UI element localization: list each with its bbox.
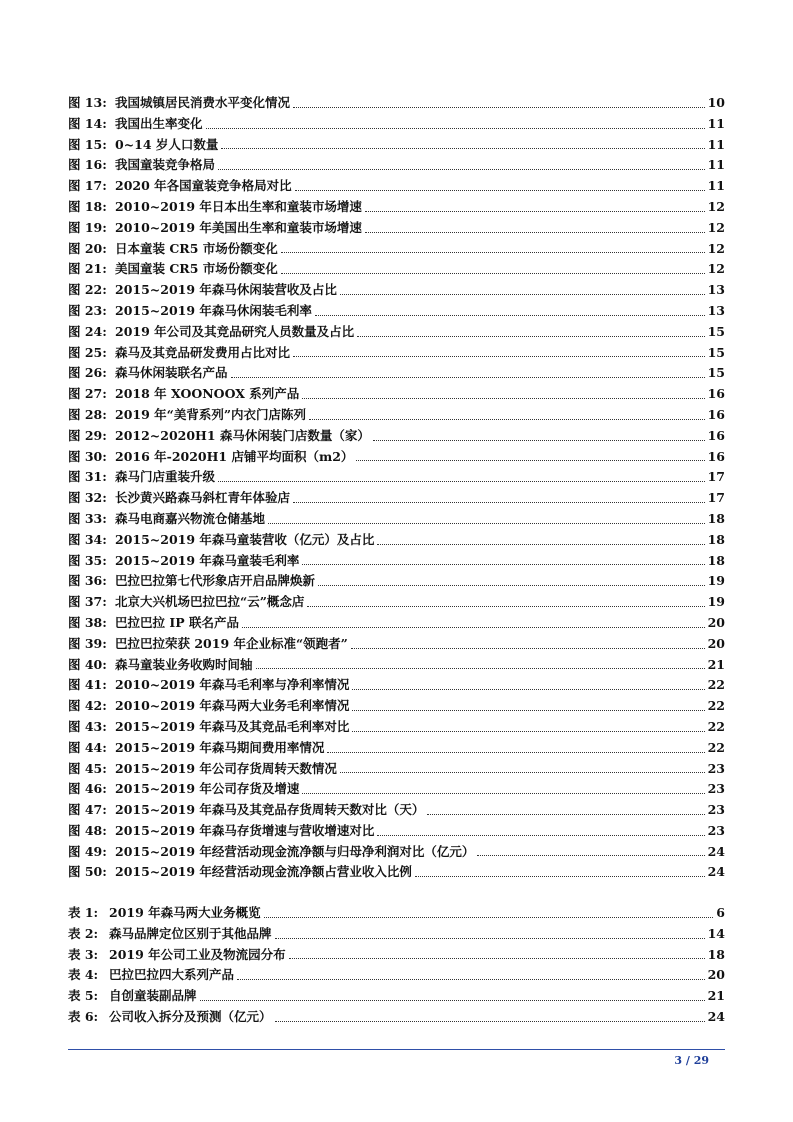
entry-title: 长沙黄兴路森马斜杠青年体验店 [115,490,291,506]
figure-entry[interactable] [68,114,725,135]
entry-label: 图 16: [68,157,107,173]
table-entry[interactable] [68,965,725,986]
dot-leader [293,502,705,503]
entry-title: 2010~2019 年森马两大业务毛利率情况 [115,698,350,714]
entry-title: 公司收入拆分及预测（亿元） [109,1008,272,1024]
table-entry[interactable] [68,986,725,1007]
entry-label: 图 45: [68,760,107,776]
figure-entry[interactable] [68,259,725,280]
figure-entry[interactable] [68,634,725,655]
entry-label: 图 17: [68,178,107,194]
entry-label: 图 31: [68,469,107,485]
entry-page-number: 6 [716,905,725,920]
entry-title: 2010~2019 年美国出生率和童装市场增速 [115,219,362,235]
entry-title: 2015~2019 年经营活动现金流净额与归母净利润对比（亿元） [115,843,475,859]
dot-leader [237,979,705,980]
dot-leader [242,627,705,628]
dot-leader [318,585,705,586]
entry-label: 图 22: [68,282,107,298]
dot-leader [356,460,704,461]
dot-leader [365,211,705,212]
entry-title: 森马及其竞品研发费用占比对比 [115,344,291,360]
entry-title: 2012~2020H1 森马休闲装门店数量（家） [115,427,370,443]
entry-page-number: 13 [707,282,725,298]
dot-leader [231,377,705,378]
dot-leader [218,169,705,170]
footer-divider [68,1049,725,1050]
dot-leader [307,606,704,607]
entry-page-number: 15 [707,344,725,360]
dot-leader [200,1000,705,1001]
entry-page-number: 15 [707,323,725,339]
entry-page-number: 21 [707,988,725,1004]
entry-label: 图 24: [68,323,107,339]
entry-label: 图 34: [68,531,107,547]
entry-title: 2018 年 XOONOOX 系列产品 [115,386,300,402]
entry-label: 图 48: [68,822,107,838]
entry-label: 图 36: [68,573,107,589]
entry-title: 巴拉巴拉第七代形象店开启品牌焕新 [115,573,316,589]
entry-label: 图 43: [68,718,107,734]
entry-title: 日本童装 CR5 市场份额变化 [115,240,278,256]
entry-title: 2015~2019 年森马存货增速与营收增速对比 [115,822,375,838]
figure-entry[interactable] [68,738,725,759]
figure-entry[interactable] [68,135,725,156]
entry-title: 2019 年“美背系列”内衣门店陈列 [115,406,307,422]
entry-page-number: 20 [707,614,725,630]
entry-page-number: 20 [707,967,725,983]
entry-label: 图 38: [68,614,107,630]
entry-title: 北京大兴机场巴拉巴拉“云”概念店 [115,594,305,610]
figure-entry[interactable] [68,405,725,426]
dot-leader [352,710,704,711]
figure-entry[interactable] [68,779,725,800]
figure-entry[interactable] [68,821,725,842]
entry-label: 图 35: [68,552,107,568]
figure-entry[interactable] [68,800,725,821]
entry-title: 2015~2019 年森马期间费用率情况 [115,739,325,755]
dot-leader [295,190,705,191]
entry-title: 2016 年-2020H1 店铺平均面积（m2） [115,448,354,464]
dot-leader [281,273,705,274]
entry-page-number: 24 [707,864,725,880]
entry-page-number: 11 [707,115,725,131]
entry-title: 巴拉巴拉 IP 联名产品 [115,614,239,630]
entry-label: 图 40: [68,656,107,672]
dot-leader [293,107,705,108]
entry-page-number: 23 [707,802,725,818]
dot-leader [415,876,705,877]
dot-leader [302,793,704,794]
figure-entry[interactable] [68,509,725,530]
figure-entry[interactable] [68,613,725,634]
entry-title: 巴拉巴拉四大系列产品 [109,967,235,983]
entry-label: 图 30: [68,448,107,464]
entry-page-number: 16 [707,406,725,422]
entry-label: 图 46: [68,781,107,797]
entry-label: 图 44: [68,739,107,755]
figure-entry[interactable] [68,343,725,364]
table-index [68,903,725,1028]
entry-title: 2019 年森马两大业务概览 [109,905,261,920]
dot-leader [340,772,705,773]
entry-title: 2015~2019 年经营活动现金流净额占营业收入比例 [115,864,412,880]
entry-label: 图 39: [68,635,107,651]
entry-label: 图 15: [68,136,107,152]
dot-leader [377,835,704,836]
entry-label: 图 41: [68,677,107,693]
figure-entry[interactable] [68,301,725,322]
dot-leader [427,814,704,815]
dot-leader [289,958,705,959]
table-entry[interactable] [68,903,725,924]
dot-leader [327,752,704,753]
dot-leader [373,440,705,441]
entry-label: 图 19: [68,219,107,235]
table-entry[interactable] [68,945,725,966]
entry-title: 2019 年公司工业及物流园分布 [109,946,286,962]
figure-entry[interactable] [68,447,725,468]
figure-entry[interactable] [68,467,725,488]
entry-page-number: 14 [707,925,725,941]
figure-entry[interactable] [68,426,725,447]
entry-label: 表 1: [68,905,99,920]
entry-page-number: 23 [707,760,725,776]
figure-entry[interactable] [68,93,725,114]
entry-title: 我国出生率变化 [115,115,203,131]
entry-label: 图 27: [68,386,107,402]
entry-page-number: 22 [707,698,725,714]
entry-page-number: 24 [707,1008,725,1024]
figure-entry[interactable] [68,717,725,738]
entry-label: 表 2: [68,925,99,941]
entry-page-number: 11 [707,157,725,173]
entry-label: 图 47: [68,802,107,818]
entry-title: 森马童装业务收购时间轴 [115,656,253,672]
entry-label: 表 3: [68,946,99,962]
entry-page-number: 20 [707,635,725,651]
dot-leader [309,419,705,420]
entry-page-number: 18 [707,531,725,547]
figure-entry[interactable] [68,176,725,197]
entry-label: 图 26: [68,365,107,381]
dot-leader [315,315,705,316]
entry-page-number: 12 [707,240,725,256]
entry-title: 森马电商嘉兴物流仓储基地 [115,510,266,526]
entry-title: 0~14 岁人口数量 [115,136,219,152]
entry-title: 森马休闲装联名产品 [115,365,228,381]
dot-leader [352,731,704,732]
entry-label: 图 18: [68,198,107,214]
dot-leader [268,523,705,524]
figure-entry[interactable] [68,571,725,592]
entry-page-number: 12 [707,261,725,277]
entry-title: 2020 年各国童装竞争格局对比 [115,178,292,194]
dot-leader [256,668,705,669]
figure-entry[interactable] [68,696,725,717]
entry-label: 图 20: [68,240,107,256]
table-entry[interactable] [68,1007,725,1028]
entry-title: 2015~2019 年森马童装营收（亿元）及占比 [115,531,375,547]
entry-title: 美国童装 CR5 市场份额变化 [115,261,278,277]
entry-label: 图 37: [68,594,107,610]
entry-page-number: 11 [707,178,725,194]
figure-entry[interactable] [68,239,725,260]
dot-leader [206,128,705,129]
entry-title: 巴拉巴拉荣获 2019 年企业标准“领跑者” [115,635,348,651]
figure-entry[interactable] [68,675,725,696]
entry-page-number: 18 [707,552,725,568]
entry-page-number: 16 [707,448,725,464]
entry-label: 表 6: [68,1008,99,1024]
figure-entry[interactable] [68,155,725,176]
entry-page-number: 10 [707,95,725,110]
entry-label: 图 42: [68,698,107,714]
figure-entry[interactable] [68,530,725,551]
figure-entry[interactable] [68,862,725,883]
entry-page-number: 19 [707,573,725,589]
dot-leader [281,252,705,253]
entry-title: 2015~2019 年森马休闲装营收及占比 [115,282,337,298]
table-entry[interactable] [68,924,725,945]
entry-title: 森马品牌定位区别于其他品牌 [109,925,272,941]
entry-title: 2015~2019 年森马童装毛利率 [115,552,300,568]
dot-leader [293,356,705,357]
dot-leader [302,564,704,565]
entry-page-number: 12 [707,198,725,214]
entry-page-number: 12 [707,219,725,235]
entry-page-number: 16 [707,386,725,402]
entry-page-number: 24 [707,843,725,859]
entry-label: 表 5: [68,988,99,1004]
entry-title: 2015~2019 年森马及其竞品毛利率对比 [115,718,350,734]
figure-entry[interactable] [68,759,725,780]
entry-title: 2019 年公司及其竞品研究人员数量及占比 [115,323,355,339]
entry-page-number: 22 [707,739,725,755]
dot-leader [302,398,704,399]
figure-entry[interactable] [68,197,725,218]
entry-page-number: 13 [707,302,725,318]
entry-page-number: 11 [707,136,725,152]
dot-leader [221,148,704,149]
entry-page-number: 17 [707,490,725,506]
dot-leader [377,544,704,545]
entry-label: 图 14: [68,115,107,131]
entry-label: 图 13: [68,95,107,110]
figure-entry[interactable] [68,384,725,405]
entry-page-number: 18 [707,946,725,962]
entry-label: 图 23: [68,302,107,318]
entry-page-number: 17 [707,469,725,485]
entry-title: 2015~2019 年森马及其竞品存货周转天数对比（天） [115,802,425,818]
figure-entry[interactable] [68,551,725,572]
entry-title: 2015~2019 年公司存货周转天数情况 [115,760,337,776]
entry-label: 图 21: [68,261,107,277]
entry-page-number: 22 [707,718,725,734]
entry-title: 2010~2019 年森马毛利率与净利率情况 [115,677,350,693]
entry-title: 森马门店重装升级 [115,469,216,485]
dot-leader [275,1021,705,1022]
dot-leader [351,648,705,649]
figure-entry[interactable] [68,363,725,384]
dot-leader [357,336,704,337]
entry-label: 图 32: [68,490,107,506]
figure-entry[interactable] [68,842,725,863]
figure-entry[interactable] [68,322,725,343]
dot-leader [275,938,705,939]
entry-title: 我国城镇居民消费水平变化情况 [115,95,291,110]
figure-index [68,93,725,883]
entry-title: 我国童装竞争格局 [115,157,216,173]
entry-page-number: 18 [707,510,725,526]
entry-label: 图 49: [68,843,107,859]
entry-page-number: 23 [707,781,725,797]
entry-page-number: 21 [707,656,725,672]
entry-page-number: 22 [707,677,725,693]
dot-leader [264,917,714,918]
entry-title: 2010~2019 年日本出生率和童装市场增速 [115,198,362,214]
dot-leader [477,855,704,856]
entry-title: 2015~2019 年公司存货及增速 [115,781,300,797]
entry-page-number: 19 [707,594,725,610]
entry-label: 图 50: [68,864,107,880]
figure-entry[interactable] [68,592,725,613]
figure-entry[interactable] [68,655,725,676]
entry-label: 表 4: [68,967,99,983]
entry-title: 2015~2019 年森马休闲装毛利率 [115,302,312,318]
dot-leader [218,481,705,482]
entry-label: 图 25: [68,344,107,360]
page-indicator: 3 / 29 [674,1054,709,1067]
entry-label: 图 28: [68,406,107,422]
figure-entry[interactable] [68,488,725,509]
dot-leader [352,689,704,690]
entry-page-number: 23 [707,822,725,838]
entry-page-number: 15 [707,365,725,381]
entry-page-number: 16 [707,427,725,443]
figure-entry[interactable] [68,218,725,239]
entry-title: 自创童装副品牌 [109,988,197,1004]
entry-label: 图 29: [68,427,107,443]
dot-leader [365,232,705,233]
entry-label: 图 33: [68,510,107,526]
figure-entry[interactable] [68,280,725,301]
dot-leader [340,294,705,295]
